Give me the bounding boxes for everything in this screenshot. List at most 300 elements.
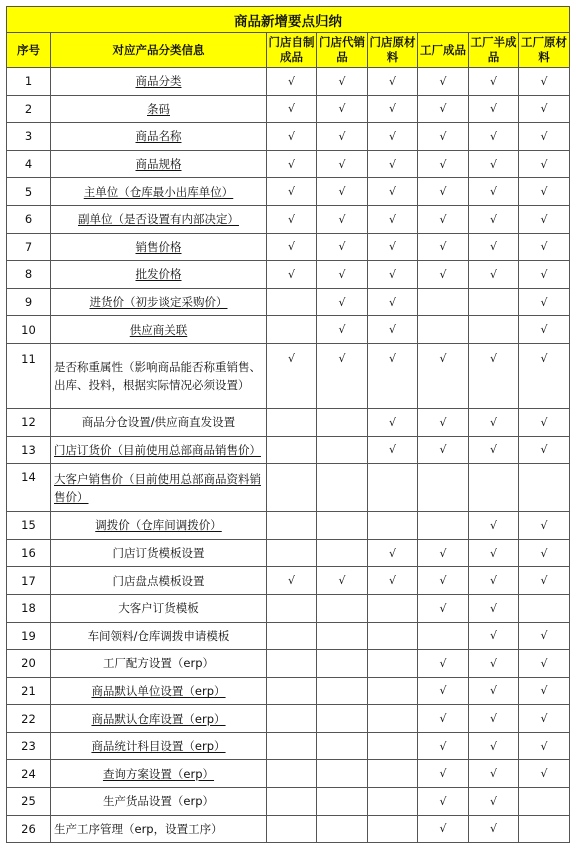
table-row [7,512,570,540]
check-cell [469,343,519,408]
check-cell [418,123,469,151]
check-mark-icon: √ [439,240,447,254]
check-cell [317,68,368,96]
row-number: 7 [7,233,51,261]
check-cell [267,288,317,316]
check-mark-icon: √ [439,601,447,615]
check-cell [519,760,570,788]
row-description [51,178,267,206]
check-mark-icon: √ [439,574,447,588]
check-cell [317,261,368,289]
check-mark-icon: √ [388,212,396,226]
check-cell [519,677,570,705]
check-cell [317,539,368,567]
check-cell [368,233,418,261]
check-cell [368,677,418,705]
check-cell [519,594,570,622]
check-cell [418,150,469,178]
check-mark-icon: √ [540,185,548,199]
check-cell [469,705,519,733]
table-row [7,150,570,178]
check-cell [317,815,368,843]
check-mark-icon: √ [388,323,396,337]
check-cell [368,760,418,788]
table-row [7,567,570,595]
check-cell [368,95,418,123]
check-cell [519,650,570,678]
check-cell [418,288,469,316]
check-cell [469,815,519,843]
check-cell [469,539,519,567]
check-cell [519,68,570,96]
row-description [51,815,267,843]
check-mark-icon: √ [287,74,295,88]
check-cell [519,788,570,816]
row-number: 16 [7,539,51,567]
check-mark-icon: √ [439,822,447,836]
row-number: 2 [7,95,51,123]
table-row [7,760,570,788]
check-cell [418,732,469,760]
check-cell [519,233,570,261]
check-cell [368,815,418,843]
check-cell [418,539,469,567]
check-mark-icon: √ [540,443,548,457]
check-cell [317,408,368,436]
row-number: 25 [7,788,51,816]
check-mark-icon: √ [489,822,497,836]
table-row [7,233,570,261]
row-number: 5 [7,178,51,206]
check-mark-icon: √ [439,684,447,698]
check-cell [418,205,469,233]
row-description [51,343,267,408]
check-cell [469,95,519,123]
check-cell [317,705,368,733]
check-cell [469,464,519,512]
check-cell [519,732,570,760]
check-mark-icon: √ [338,240,346,254]
row-number: 10 [7,316,51,344]
table-row [7,677,570,705]
check-mark-icon: √ [439,102,447,116]
table-row [7,705,570,733]
check-mark-icon: √ [489,267,497,281]
check-mark-icon: √ [338,129,346,143]
check-mark-icon: √ [439,267,447,281]
check-mark-icon: √ [489,794,497,808]
row-description-text: 门店盘点模板设置 [112,573,205,588]
check-cell [317,123,368,151]
row-number: 21 [7,677,51,705]
check-mark-icon: √ [287,212,295,226]
check-mark-icon: √ [540,129,548,143]
row-description [51,512,267,540]
table-row [7,178,570,206]
row-description [51,567,267,595]
check-cell [267,677,317,705]
check-cell [368,123,418,151]
row-description-text: 大客户销售价（目前使用总部商品资料销售价） [54,471,261,504]
table-row [7,464,570,512]
check-cell [418,677,469,705]
check-cell [267,150,317,178]
check-mark-icon: √ [540,656,548,670]
check-cell [418,436,469,464]
row-number: 18 [7,594,51,622]
check-cell [519,261,570,289]
check-cell [519,705,570,733]
row-description [51,68,267,96]
row-description [51,732,267,760]
check-cell [368,464,418,512]
row-description [51,788,267,816]
check-cell [267,68,317,96]
row-description-text: 批发价格 [135,267,182,282]
row-description [51,677,267,705]
check-cell [418,594,469,622]
check-mark-icon: √ [439,212,447,226]
check-mark-icon: √ [540,351,548,365]
row-description-text: 进货价（初步谈定采购价） [89,295,228,310]
row-description [51,705,267,733]
row-description-text: 门店订货模板设置 [112,546,205,561]
check-cell [469,123,519,151]
check-cell [418,512,469,540]
check-cell [368,316,418,344]
check-cell [469,788,519,816]
check-cell [519,150,570,178]
table-row [7,205,570,233]
check-mark-icon: √ [540,767,548,781]
check-cell [469,512,519,540]
check-cell [469,261,519,289]
row-number: 3 [7,123,51,151]
check-cell [317,677,368,705]
check-mark-icon: √ [489,185,497,199]
check-cell [519,567,570,595]
row-description-text: 查询方案设置（erp） [102,766,215,781]
check-mark-icon: √ [439,185,447,199]
check-cell [519,205,570,233]
check-mark-icon: √ [439,443,447,457]
check-cell [267,123,317,151]
row-description-text: 工厂配方设置（erp） [102,656,215,671]
check-mark-icon: √ [287,102,295,116]
check-cell [368,408,418,436]
row-description-text: 商品分类 [135,74,182,89]
check-cell [469,760,519,788]
table-row [7,594,570,622]
check-cell [418,95,469,123]
check-cell [368,68,418,96]
check-cell [368,539,418,567]
check-cell [469,288,519,316]
check-cell [368,732,418,760]
check-cell [317,150,368,178]
check-cell [317,233,368,261]
row-number: 26 [7,815,51,843]
check-cell [267,205,317,233]
check-mark-icon: √ [287,240,295,254]
check-mark-icon: √ [338,351,346,365]
row-number: 14 [7,464,51,512]
row-description-text: 调拨价（仓库间调拨价） [95,518,222,533]
check-cell [317,650,368,678]
row-description-text: 条码 [147,101,170,116]
header-store-raw: 门店原材料 [368,33,418,68]
check-mark-icon: √ [489,157,497,171]
table-row [7,95,570,123]
summary-table [6,6,570,843]
check-cell [267,512,317,540]
row-description-text: 商品规格 [135,157,182,172]
check-mark-icon: √ [489,351,497,365]
check-cell [317,512,368,540]
check-mark-icon: √ [439,767,447,781]
check-cell [368,622,418,650]
check-mark-icon: √ [388,295,396,309]
check-mark-icon: √ [388,574,396,588]
check-cell [418,705,469,733]
check-mark-icon: √ [388,351,396,365]
check-mark-icon: √ [388,102,396,116]
row-number: 13 [7,436,51,464]
table-row [7,539,570,567]
check-mark-icon: √ [540,712,548,726]
table-row [7,68,570,96]
check-mark-icon: √ [287,185,295,199]
header-factory-finished: 工厂成品 [418,33,469,68]
header-seq: 序号 [7,33,51,68]
row-number: 4 [7,150,51,178]
check-mark-icon: √ [540,739,548,753]
check-mark-icon: √ [540,102,548,116]
check-cell [469,233,519,261]
check-cell [368,705,418,733]
check-cell [418,233,469,261]
check-cell [469,677,519,705]
row-description-text: 生产货品设置（erp） [102,794,215,809]
check-mark-icon: √ [489,574,497,588]
check-cell [267,622,317,650]
row-description-text: 商品默认仓库设置（erp） [91,711,226,726]
row-description [51,261,267,289]
check-cell [267,539,317,567]
check-cell [519,178,570,206]
row-number: 6 [7,205,51,233]
check-cell [368,178,418,206]
check-cell [469,68,519,96]
check-cell [418,464,469,512]
check-cell [519,622,570,650]
row-number: 15 [7,512,51,540]
check-cell [317,288,368,316]
check-mark-icon: √ [540,629,548,643]
check-mark-icon: √ [540,518,548,532]
header-factory-raw: 工厂原材料 [519,33,570,68]
row-description-text: 商品统计科目设置（erp） [91,739,226,754]
check-mark-icon: √ [540,323,548,337]
check-mark-icon: √ [489,656,497,670]
check-mark-icon: √ [388,129,396,143]
check-mark-icon: √ [439,129,447,143]
row-number: 8 [7,261,51,289]
check-mark-icon: √ [540,574,548,588]
row-description [51,464,267,512]
check-cell [267,760,317,788]
check-mark-icon: √ [388,185,396,199]
table-row [7,815,570,843]
table-title: 商品新增要点归纳 [7,7,570,33]
row-description [51,760,267,788]
check-mark-icon: √ [338,212,346,226]
row-description [51,123,267,151]
row-description-text: 供应商关联 [129,322,188,337]
check-mark-icon: √ [489,629,497,643]
row-description [51,150,267,178]
check-cell [469,316,519,344]
check-cell [317,788,368,816]
check-mark-icon: √ [489,415,497,429]
check-cell [368,512,418,540]
header-info: 对应产品分类信息 [51,33,267,68]
check-cell [317,205,368,233]
row-description [51,594,267,622]
check-cell [368,788,418,816]
row-description-text: 主单位（仓库最小出库单位） [83,184,234,199]
check-cell [418,408,469,436]
check-mark-icon: √ [388,443,396,457]
check-cell [317,464,368,512]
check-cell [519,95,570,123]
check-mark-icon: √ [338,102,346,116]
check-mark-icon: √ [388,74,396,88]
check-cell [368,343,418,408]
check-cell [469,150,519,178]
row-description [51,316,267,344]
check-cell [519,539,570,567]
check-cell [267,594,317,622]
row-number: 20 [7,650,51,678]
table-row [7,316,570,344]
table-row [7,343,570,408]
check-cell [368,650,418,678]
header-store-made: 门店自制成品 [267,33,317,68]
check-mark-icon: √ [489,712,497,726]
check-cell [519,316,570,344]
check-mark-icon: √ [439,415,447,429]
check-mark-icon: √ [489,546,497,560]
check-mark-icon: √ [489,102,497,116]
check-mark-icon: √ [489,129,497,143]
check-cell [317,95,368,123]
check-cell [368,150,418,178]
check-mark-icon: √ [540,267,548,281]
check-cell [267,815,317,843]
check-cell [267,464,317,512]
check-cell [368,288,418,316]
row-description-text: 商品名称 [135,129,182,144]
check-mark-icon: √ [540,157,548,171]
check-cell [267,316,317,344]
check-cell [267,261,317,289]
table-row [7,622,570,650]
check-cell [267,705,317,733]
check-mark-icon: √ [338,295,346,309]
check-mark-icon: √ [388,267,396,281]
check-cell [469,436,519,464]
check-mark-icon: √ [287,351,295,365]
check-cell [368,567,418,595]
row-number: 12 [7,408,51,436]
check-cell [519,123,570,151]
check-cell [267,408,317,436]
check-mark-icon: √ [439,656,447,670]
check-cell [267,343,317,408]
check-mark-icon: √ [439,74,447,88]
row-description [51,650,267,678]
row-description-text: 车间领料/仓库调拨申请模板 [87,628,230,643]
row-description-text: 生产工序管理（erp，设置工序） [54,821,223,836]
check-cell [368,436,418,464]
check-cell [267,788,317,816]
check-cell [317,622,368,650]
check-cell [519,408,570,436]
check-mark-icon: √ [388,415,396,429]
check-cell [519,343,570,408]
check-mark-icon: √ [338,323,346,337]
check-cell [317,760,368,788]
check-mark-icon: √ [338,574,346,588]
table-row [7,261,570,289]
check-cell [317,567,368,595]
row-description [51,436,267,464]
check-cell [418,650,469,678]
check-cell [519,815,570,843]
check-mark-icon: √ [388,546,396,560]
row-description-text: 门店订货价（目前使用总部商品销售价） [54,442,261,457]
check-cell [418,316,469,344]
check-cell [368,261,418,289]
row-number: 1 [7,68,51,96]
row-number: 9 [7,288,51,316]
check-mark-icon: √ [489,684,497,698]
row-description [51,95,267,123]
check-cell [267,650,317,678]
check-cell [418,343,469,408]
table-row [7,650,570,678]
check-cell [418,788,469,816]
check-cell [519,512,570,540]
row-description-text: 副单位（是否设置有内部决定） [78,212,239,227]
check-mark-icon: √ [540,212,548,226]
check-cell [418,261,469,289]
check-mark-icon: √ [287,574,295,588]
row-number: 11 [7,343,51,408]
check-mark-icon: √ [439,351,447,365]
check-mark-icon: √ [489,443,497,457]
check-mark-icon: √ [338,267,346,281]
check-cell [418,815,469,843]
check-mark-icon: √ [489,240,497,254]
check-mark-icon: √ [540,546,548,560]
check-mark-icon: √ [489,601,497,615]
check-cell [418,68,469,96]
check-mark-icon: √ [489,74,497,88]
row-description-text: 大客户订货模板 [118,601,199,616]
check-mark-icon: √ [439,712,447,726]
